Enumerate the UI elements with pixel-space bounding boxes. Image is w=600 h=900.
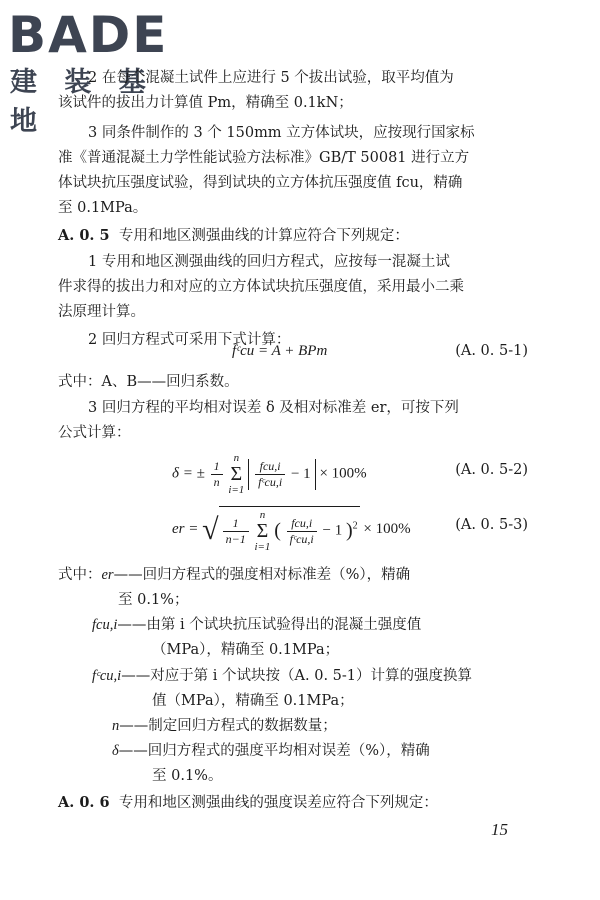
section-a06	[58, 790, 528, 816]
brand-logo-subtitle: 建 装 基 地	[10, 67, 155, 137]
para-item3-line3: 体试块抗压强度试验，得到试块的立方体抗压强度值 fcu，精确	[58, 175, 463, 191]
formula-a05-2-frac-1n	[211, 459, 223, 490]
frac-numerator: 1	[211, 459, 223, 475]
times-100: × 100%	[363, 521, 411, 537]
square-exponent: 2	[352, 520, 358, 532]
definition-er	[58, 563, 538, 588]
frac-denominator: n−1	[225, 531, 246, 546]
frac-denominator: fᶜcu,i	[258, 474, 283, 489]
formula-a05-3-radicand	[219, 506, 360, 553]
definition-symbol: er	[101, 567, 114, 583]
formula-a05-3	[172, 506, 462, 556]
para-a05-item3-line2: 公式计算：	[58, 425, 131, 441]
frac-denominator: fᶜcu,i	[289, 531, 314, 546]
frac-denominator: n	[213, 474, 220, 489]
formula-a05-2-abs	[248, 459, 316, 490]
definition-er-line2: 至 0.1%；	[118, 592, 189, 608]
definition-text: ——由第 i 个试块抗压试验得出的混凝土强度值	[117, 617, 422, 633]
definition-delta-line2: 至 0.1%。	[152, 768, 223, 784]
formula-a05-1: fᶜcu = A + BPm	[232, 343, 328, 359]
sum-lower: i=1	[228, 484, 245, 496]
formula-a05-2-sum	[228, 452, 244, 496]
sum-upper: n	[233, 452, 240, 464]
sqrt-icon: √	[202, 512, 219, 546]
minus-one: − 1	[290, 465, 311, 482]
definition-label: 式中：	[58, 567, 102, 583]
para-coefficients: 式中：A、B——回归系数。	[58, 374, 239, 390]
section-a06-text: 专用和地区测强曲线的强度误差应符合下列规定：	[118, 795, 438, 811]
section-a05-number: A. 0. 5	[58, 227, 110, 244]
times-100: × 100%	[319, 465, 367, 482]
paren-close-icon: )	[345, 519, 353, 542]
para-a05-item1-line1: 1 专用和地区测强曲线的回归方程式，应按每一混凝土试	[88, 254, 450, 270]
frac-numerator: 1	[223, 516, 249, 532]
definition-text: ——对应于第 i 个试块按（A. 0. 5-1）计算的强度换算	[121, 668, 473, 684]
definition-fcu-i	[92, 613, 538, 638]
definition-text: ——回归方程式的强度平均相对误差（%），精确	[118, 743, 430, 759]
sum-symbol: Σ	[230, 463, 243, 485]
minus-one: − 1	[322, 522, 343, 539]
formula-a05-3-number: (A. 0. 5-3)	[455, 517, 528, 533]
para-item3-line1: 3 同条件制作的 3 个 150mm 立方体试块，应按现行国家标	[88, 125, 475, 141]
formula-a05-2-number: (A. 0. 5-2)	[455, 462, 528, 478]
definition-fc-cu-i-line2: 值（MPa），精确至 0.1MPa；	[152, 693, 354, 709]
formula-a05-3-frac-1n1	[223, 516, 249, 547]
para-item2-line1: 2 在每个混凝土试件上应进行 5 个拔出试验，取平均值为	[88, 70, 454, 86]
para-a05-item3-line1: 3 回归方程的平均相对误差 δ 及相对标准差 er，可按下列	[88, 400, 459, 416]
para-a05-item2: 2 回归方程式可采用下式计算：	[88, 332, 291, 348]
definition-fcu-i-line2: （MPa），精确至 0.1MPa；	[152, 642, 340, 658]
formula-a05-1-number: (A. 0. 5-1)	[455, 343, 528, 359]
sum-symbol: Σ	[256, 520, 269, 542]
frac-numerator: fcu,i	[255, 459, 285, 475]
definition-n	[112, 714, 538, 739]
brand-logo-text: BADE	[8, 6, 169, 64]
frac-numerator: fcu,i	[287, 516, 317, 532]
page-number: 15	[491, 820, 508, 839]
definition-symbol: δ	[112, 743, 119, 759]
section-a05-text: 专用和地区测强曲线的计算应符合下列规定：	[118, 228, 409, 244]
definition-symbol: n	[112, 718, 120, 734]
para-item2-line2: 该试件的拔出力计算值 Pm，精确至 0.1kN；	[58, 95, 353, 111]
para-item3-line4: 至 0.1MPa。	[58, 200, 148, 216]
definition-text: ——回归方程式的强度相对标准差（%），精确	[113, 567, 411, 583]
section-a05	[58, 223, 528, 249]
para-a05-item1-line3: 法原理计算。	[58, 304, 145, 320]
sum-lower: i=1	[254, 541, 271, 553]
formula-a05-3-sum	[254, 509, 270, 553]
definition-symbol: fcu,i	[92, 617, 118, 633]
para-item3-line2: 准《普通混凝土力学性能试验方法标准》GB/T 50081 进行立方	[58, 150, 470, 166]
para-a05-item1-line2: 件求得的拔出力和对应的立方体试块抗压强度值，采用最小二乘	[58, 279, 464, 295]
section-a06-number: A. 0. 6	[58, 794, 110, 811]
formula-a05-2	[172, 452, 442, 498]
paren-open-icon: (	[274, 519, 281, 542]
sum-upper: n	[259, 509, 266, 521]
formula-a05-3-lhs: er =	[172, 521, 199, 537]
definition-text: ——制定回归方程式的数据数量；	[119, 718, 337, 734]
formula-a05-2-frac-ratio	[255, 459, 285, 490]
definition-symbol: fᶜcu,i	[92, 668, 122, 684]
definition-delta	[112, 739, 538, 764]
definition-fc-cu-i	[92, 664, 538, 689]
formula-a05-2-lhs: δ = ±	[172, 465, 205, 482]
formula-a05-3-frac-ratio	[287, 516, 317, 547]
